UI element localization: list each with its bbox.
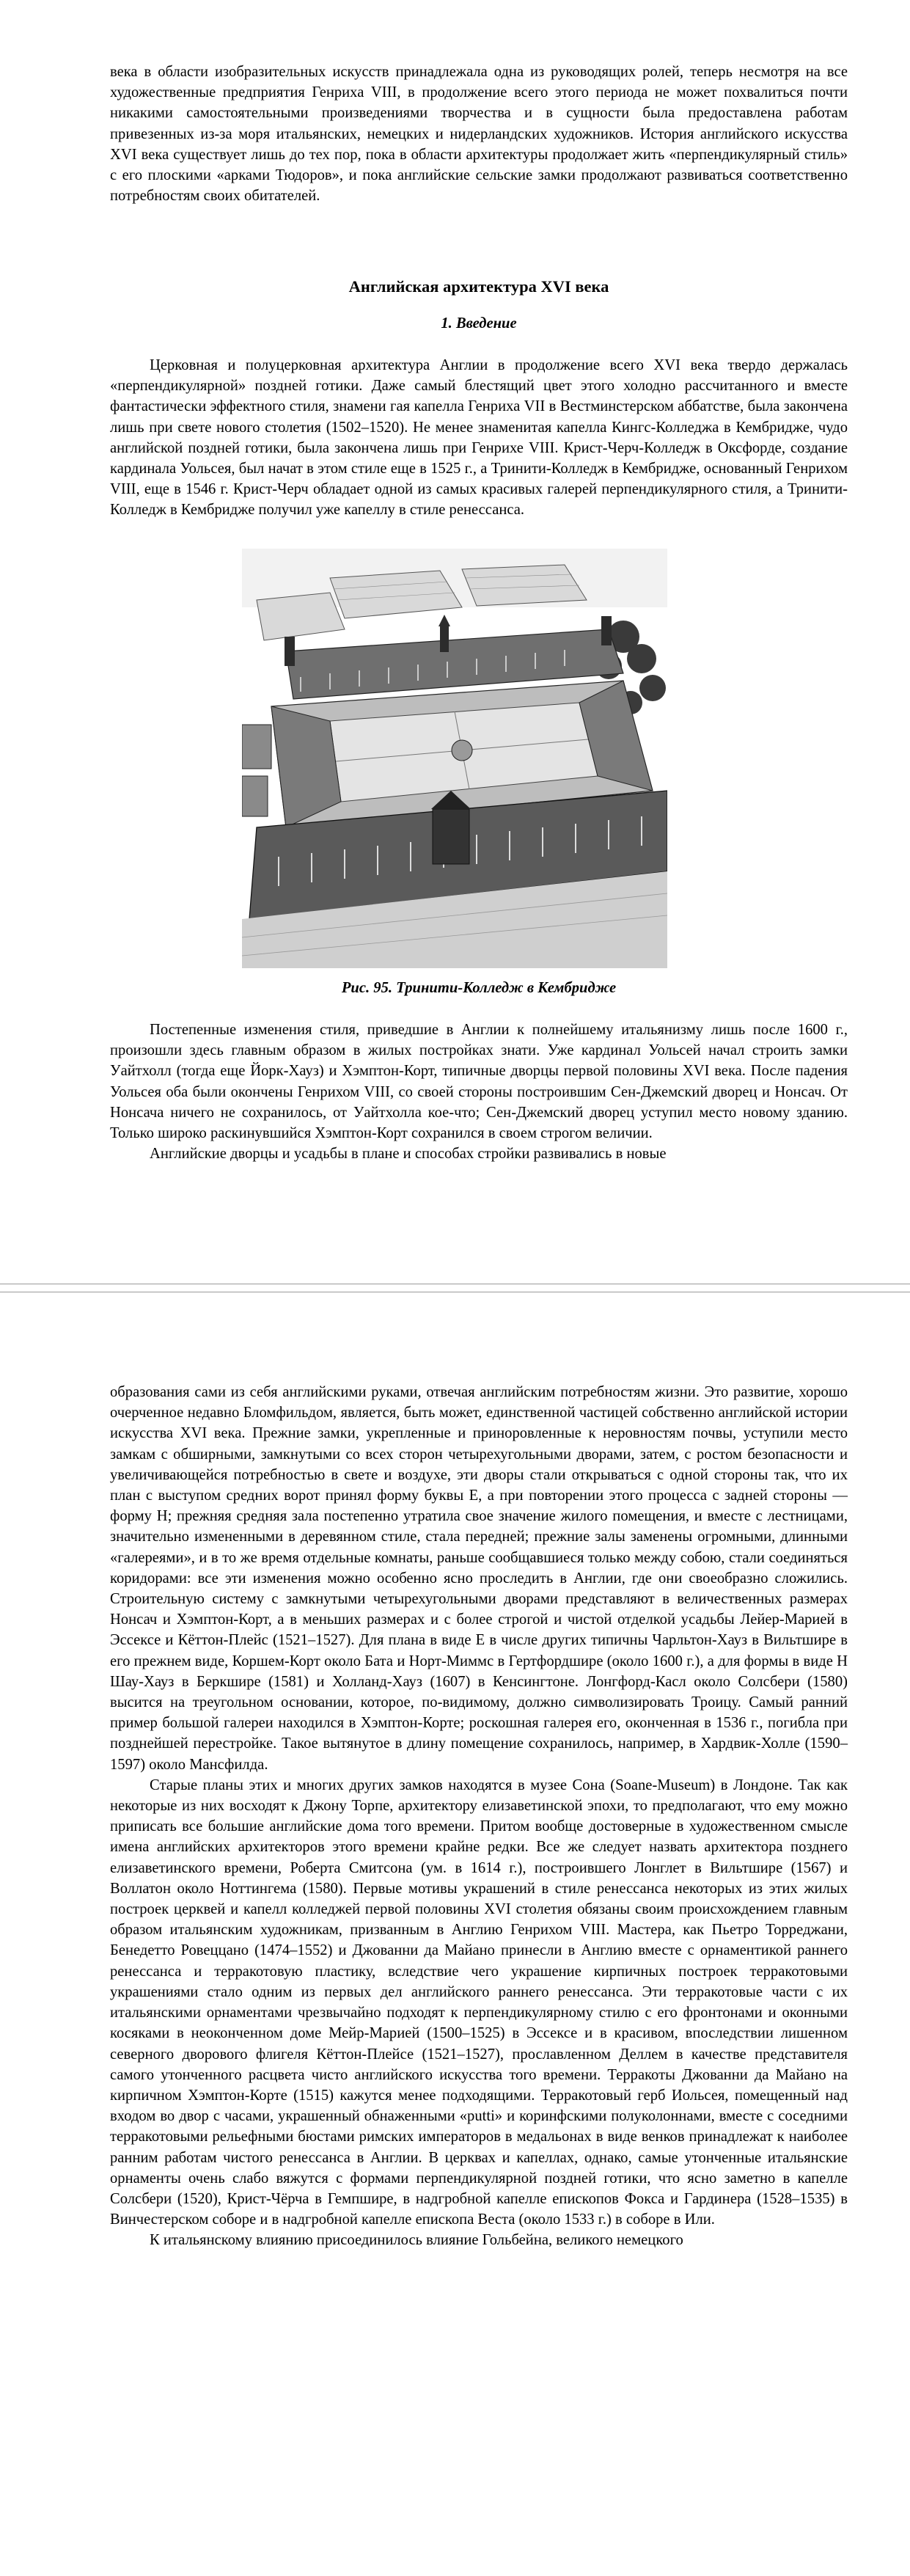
trinity-college-engraving	[242, 549, 667, 968]
figure-caption: Рис. 95. Тринити-Колледж в Кембридже	[341, 980, 617, 996]
page-1	[0, 0, 910, 1284]
page1-paragraph-1: Церковная и полуцерковная архитектура Англии в продолжение всего XVI века твердо держалась «перпендикулярной» поздней готики. Даже самый блестящий цвет этого холодно рассчитанного и вместе фантастически эффектного стиля, знамени гая капелла Генриха VII в Вестминстерском аббатстве, была закончена лишь при свете нового столетия (1502–1520). Не менее знаменитая капелла Кингс-Колледжа в Кембридже, чудо английской поздней готики, была закончена лишь при Генрихе VIII. Крист-Черч-Колледж в Оксфорде, создание кардинала Уольсея, был начат в этом стиле еще в 1525 г., а Тринити-Колледж в Кембридже, основанный Генрихом VIII, еще в 1546 г. Крист-Черч обладает одной из самых красивых галерей перпендикулярного стиля, а Тринити-Колледж в Кембридже получил уже капеллу в стиле ренессанса.	[110, 357, 848, 519]
section-title: Английская архитектура XVI века	[348, 277, 609, 296]
page1-intro-paragraph: века в области изобразительных искусств принадлежала одна из руководящих ролей, теперь несмотря на все художественные предприятия Генриха VIII, в продолжение всего этого периода не может похвалиться почти никакими самостоятельными произведениями творчества и в сущности была предоставлена работам привезенных из-за моря итальянских, немецких и нидерландских художников. История английского искусства XVI века существует лишь до тех пор, пока в области архитектуры продолжает жить «перпендикулярный стиль» с его плоскими «арками Тюдоров», и пока английские сельские замки продолжают развиваться соответственно потребностям своих обитателей.	[110, 64, 848, 205]
page-2	[0, 1292, 910, 2576]
page1-paragraph-2: Постепенные изменения стиля, приведшие в Англии к полнейшему итальянизму лишь после 1600 г., произошли здесь главным образом в жилых постройках знати. Уже кардинал Уольсей начал строить замки Уайтхолл (тогда еще Йорк-Хауз) и Хэмптон-Корт, типичные дворцы первой половины XVI века. После падения Уольсея оба были окончены Генрихом VIII, со своей стороны построившим Сен-Джемский дворец и Нонсач. От Нонсача ничего не сохранилось, от Уайтхолла кое-что; Сен-Джемский дворец уступил место новому зданию. Только широко раскинувшийся Хэмптон-Корт сохранился в своем строгом величии.	[110, 1022, 848, 1142]
page2-paragraph-3: К итальянскому влиянию присоединилось влияние Гольбейна, великого немецкого	[150, 2232, 683, 2249]
page1-paragraph-3: Английские дворцы и усадьбы в плане и способах стройки развивались в новые	[150, 1146, 667, 1163]
page2-body-text	[110, 1382, 848, 2251]
page2-paragraph-1: образования сами из себя английскими руками, отвечая английским потребностям жизни. Это развитие, хорошо очерченное недавно Бломфильдом, является, быть может, единственной частицей собственно английской истории искусства XVI века. Прежние замки, укрепленные и приноровленные к неровностям почвы, уступили место замкам с обширными, замкнутыми со всех сторон четырехугольными дворами, затем, с ростом безопасности и увеличивающейся потребностью в свете и воздухе, эти дворы стали открываться с одной стороны так, что их план с выступом средних ворот принял форму буквы Е, а при повторении этого процесса с задней стороны — форму Н; прежняя средняя зала постепенно утратила свое значение жилого помещения, и вместе с лестницами, значительно измененными в деревянном стиле, стала передней; прежние залы заменены огромными, длинными «галереями», и в то же время отдельные комнаты, раньше сообщавшиеся только между собою, стали соединяться коридорами: все эти изменения можно особенно ясно проследить в Англии, где они своеобразно сложились. Строительную систему с замкнутыми четырехугольными дворами представляют в величественных размерах Нонсач и Хэмптон-Корт, а в меньших размерах и с более строгой и чистой отделкой усадьбы Лейер-Марией в Эссексе и Кёттон-Плейс (1521–1527). Для плана в виде Е в числе других типичны Чарльтон-Хауз в Вильтшире в его прежнем виде, Коршем-Корт около Бата и Норт-Миммс в Гертфордшире (около 1600 г.), а для формы в виде Н Шау-Хауз в Беркшире (1581) и Холланд-Хауз (1607) в Кенсингтоне. Лонгфорд-Касл около Солсбери (1580) высится на треугольном основании, которое, по-видимому, должно символизировать Троицу. Самый ранний пример большой галереи находился в Хэмптон-Корте; роскошная галерея его, оконченная в 1536 г., погибла при позднейшей перестройке. Такое вытянутое в длину помещение сохранилось, например, в Хардвик-Холле (1590–1597) около Мансфилда.	[110, 1384, 848, 1773]
page1-body-text-2	[110, 1020, 848, 1164]
page2-paragraph-2: Старые планы этих и многих других замков находятся в музее Сона (Soane-Museum) в Лондоне. Так как некоторые из них восходят к Джону Торпе, архитектору елизаветинской эпохи, то предполагают, что ему можно приписать все большие английские дома того времени. Притом вообще достоверные в художественном смысле имена английских архитекторов этого времени крайне редки. Все же следует назвать архитектора позднего елизаветинского времени, Роберта Смитсона (ум. в 1614 г.), построившего Лонглет в Вильтшире (1567) и Воллатон около Ноттингема (1580). Первые мотивы украшений в стиле ренессанса некоторых из этих жилых построек церквей и капелл колледжей первой половины XVI столетия обязаны своим происхождением главным образом итальянским художникам, призванным в Англию Генрихом VIII. Мастера, как Пьетро Торреджани, Бенедетто Ровеццано (1474–1552) и Джованни да Майано принесли в Англию вместе с орнаментикой раннего ренессанса и терракотовую пластику, вследствие чего украшение кирпичных построек терракотовыми украшениями стало одним из первых дел английского раннего ренессанса. Эти терракотовые части с их итальянскими орнаментами чрезвычайно подходят к перпендикулярному стилю с его фронтонами и оконными косяками в неоконченном доме Мейр-Марией (1500–1525) в Эссексе и в красивом, впоследствии лишенном северного дворового флигеля Кёттон-Плейсе (1521–1527), прославленном Деллем в качестве представителя самого утонченного расцвета чисто английского искусства того времени. Терракоты Джованни да Майано на кирпичном Хэмптон-Корте (1515) кажутся менее подходящими. Терракотовый герб Иольсея, помещенный над входом во двор с часами, украшенный обнаженными «putti» и коринфскими полуколоннами, вместе с соседними терракотовыми рельефными бюстами римских императоров в медальонах в виде венков принадлежат к наиболее ранним работам чистого ренессанса в Англии. В церквах и капеллах, однако, самые утонченные итальянские орнаменты очень слабо вяжутся с формами перпендикулярной поздней готики, что ясно заметно в капелле Солсбери (1520), Крист-Чёрча в Гемпшире, в надгробной капелле епископов Фокса и Гардинера (1528–1535) в Винчестерском соборе и в надгробной капелле епископа Веста (около 1533 г.) в соборе в Или.	[110, 1777, 848, 2228]
page1-intro-text	[110, 62, 848, 206]
page1-body-text	[110, 355, 848, 521]
subsection-title: 1. Введение	[441, 315, 517, 332]
page-separator	[0, 1284, 910, 1292]
